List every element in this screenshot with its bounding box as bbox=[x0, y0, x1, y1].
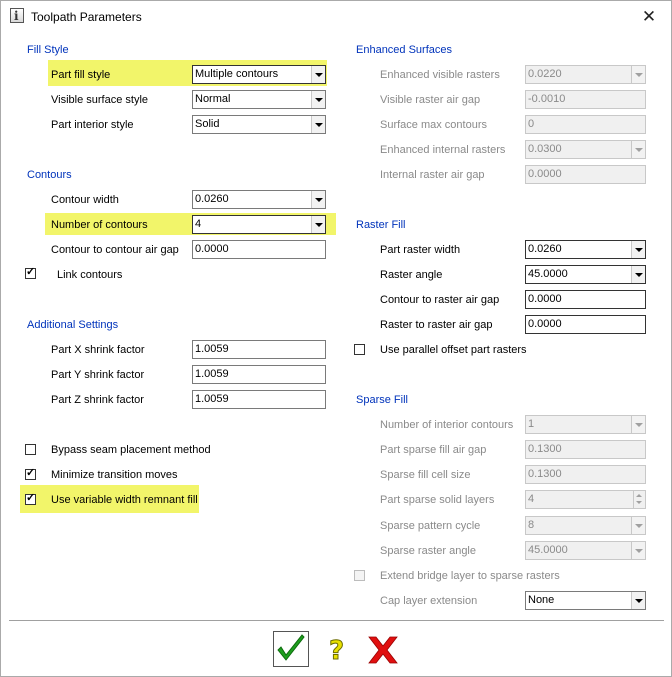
additional-settings-heading: Additional Settings bbox=[27, 319, 119, 331]
part-fill-style-select[interactable] bbox=[192, 65, 326, 84]
pattern-cycle-label: Sparse pattern cycle bbox=[380, 520, 481, 532]
shrink-x-label: Part X shrink factor bbox=[51, 344, 145, 356]
solid-layers-value: 4 bbox=[528, 493, 535, 505]
cancel-button[interactable] bbox=[365, 633, 401, 667]
visible-raster-air-gap-label: Visible raster air gap bbox=[380, 94, 481, 106]
sparse-air-gap-input[interactable]: 0.1300 bbox=[525, 440, 646, 459]
contour-to-raster-label: Contour to raster air gap bbox=[380, 294, 500, 306]
chevron-down-icon[interactable] bbox=[631, 517, 645, 534]
close-button[interactable]: ✕ bbox=[641, 7, 657, 27]
enhanced-internal-rasters-select[interactable] bbox=[525, 140, 646, 159]
bypass-seam-checkbox[interactable] bbox=[25, 444, 36, 455]
contour-width-label: Contour width bbox=[51, 194, 119, 206]
ok-button[interactable] bbox=[273, 631, 309, 667]
window-title: Toolpath Parameters bbox=[31, 10, 142, 24]
link-contours-label: Link contours bbox=[57, 269, 123, 281]
chevron-down-icon[interactable] bbox=[311, 116, 325, 133]
visible-surface-style-value: Normal bbox=[195, 93, 231, 105]
raster-fill-heading: Raster Fill bbox=[356, 219, 406, 231]
chevron-down-icon[interactable] bbox=[631, 266, 645, 283]
help-button[interactable] bbox=[323, 631, 353, 667]
sparse-air-gap-label: Part sparse fill air gap bbox=[380, 444, 487, 456]
part-fill-style-value: Multiple contours bbox=[195, 68, 279, 80]
interior-contours-label: Number of interior contours bbox=[380, 419, 514, 431]
chevron-down-icon[interactable] bbox=[631, 416, 645, 433]
surface-max-contours-input[interactable]: 0 bbox=[525, 115, 646, 134]
part-raster-width-select[interactable] bbox=[525, 240, 646, 259]
cap-layer-label: Cap layer extension bbox=[380, 595, 478, 607]
minimize-transition-checkbox[interactable] bbox=[25, 469, 36, 480]
raster-to-raster-input[interactable]: 0.0000 bbox=[525, 315, 646, 334]
chevron-down-icon[interactable] bbox=[311, 191, 325, 208]
parallel-offset-checkbox[interactable] bbox=[354, 344, 365, 355]
part-raster-width-label: Part raster width bbox=[380, 244, 461, 256]
shrink-z-label: Part Z shrink factor bbox=[51, 394, 144, 406]
enhanced-visible-rasters-select[interactable] bbox=[525, 65, 646, 84]
red-x-icon bbox=[365, 633, 401, 667]
interior-contours-select[interactable] bbox=[525, 415, 646, 434]
contour-air-gap-input[interactable]: 0.0000 bbox=[192, 240, 326, 259]
solid-layers-label: Part sparse solid layers bbox=[380, 494, 495, 506]
parallel-offset-label: Use parallel offset part rasters bbox=[380, 344, 527, 356]
interior-contours-value: 1 bbox=[528, 418, 535, 430]
part-interior-style-select[interactable] bbox=[192, 115, 326, 134]
extend-bridge-checkbox[interactable] bbox=[354, 570, 365, 581]
part-fill-style-label: Part fill style bbox=[51, 69, 111, 81]
shrink-y-label: Part Y shrink factor bbox=[51, 369, 145, 381]
internal-raster-air-gap-label: Internal raster air gap bbox=[380, 169, 485, 181]
bypass-seam-label: Bypass seam placement method bbox=[51, 444, 211, 456]
svg-text:?: ? bbox=[329, 636, 345, 666]
solid-layers-spinner[interactable] bbox=[525, 490, 646, 509]
title-bar[interactable] bbox=[1, 1, 671, 32]
minimize-transition-label: Minimize transition moves bbox=[51, 469, 178, 481]
extend-bridge-label: Extend bridge layer to sparse rasters bbox=[380, 570, 560, 582]
cell-size-label: Sparse fill cell size bbox=[380, 469, 471, 481]
checkmark-icon: ✓ bbox=[26, 266, 36, 278]
surface-max-contours-label: Surface max contours bbox=[380, 119, 487, 131]
shrink-z-input[interactable]: 1.0059 bbox=[192, 390, 326, 409]
sparse-raster-angle-label: Sparse raster angle bbox=[380, 545, 476, 557]
chevron-down-icon[interactable] bbox=[631, 141, 645, 158]
sparse-raster-angle-select[interactable] bbox=[525, 541, 646, 560]
checkmark-icon: ✓ bbox=[26, 492, 36, 504]
chevron-down-icon[interactable] bbox=[631, 542, 645, 559]
visible-surface-style-label: Visible surface style bbox=[51, 94, 149, 106]
part-raster-width-value: 0.0260 bbox=[528, 243, 562, 255]
part-interior-style-value: Solid bbox=[195, 118, 220, 130]
enhanced-internal-rasters-label: Enhanced internal rasters bbox=[380, 144, 506, 156]
footer-divider bbox=[9, 620, 664, 621]
chevron-down-icon[interactable] bbox=[631, 241, 645, 258]
cap-layer-value: None bbox=[528, 594, 555, 606]
green-checkmark-icon bbox=[273, 631, 309, 667]
chevron-down-icon[interactable] bbox=[631, 66, 645, 83]
fill-style-heading: Fill Style bbox=[27, 44, 69, 56]
link-contours-checkbox[interactable] bbox=[25, 268, 36, 279]
info-icon bbox=[10, 8, 24, 23]
raster-angle-select[interactable] bbox=[525, 265, 646, 284]
contours-heading: Contours bbox=[27, 169, 72, 181]
number-of-contours-label: Number of contours bbox=[51, 219, 148, 231]
pattern-cycle-select[interactable] bbox=[525, 516, 646, 535]
raster-to-raster-label: Raster to raster air gap bbox=[380, 319, 493, 331]
chevron-down-icon[interactable] bbox=[311, 216, 325, 233]
number-of-contours-select[interactable] bbox=[192, 215, 326, 234]
visible-raster-air-gap-input[interactable]: -0.0010 bbox=[525, 90, 646, 109]
chevron-down-icon[interactable] bbox=[311, 66, 325, 83]
contour-to-raster-input[interactable]: 0.0000 bbox=[525, 290, 646, 309]
enhanced-surfaces-heading: Enhanced Surfaces bbox=[356, 44, 453, 56]
number-of-contours-value: 4 bbox=[195, 218, 202, 230]
chevron-down-icon[interactable] bbox=[311, 91, 325, 108]
contour-width-select[interactable] bbox=[192, 190, 326, 209]
variable-width-checkbox[interactable] bbox=[25, 494, 36, 505]
cap-layer-select[interactable] bbox=[525, 591, 646, 610]
enhanced-visible-rasters-value: 0.0220 bbox=[528, 68, 562, 80]
internal-raster-air-gap-input[interactable]: 0.0000 bbox=[525, 165, 646, 184]
contour-width-value: 0.0260 bbox=[195, 193, 229, 205]
raster-angle-label: Raster angle bbox=[380, 269, 443, 281]
visible-surface-style-select[interactable] bbox=[192, 90, 326, 109]
chevron-down-icon[interactable] bbox=[631, 592, 645, 609]
question-mark-icon bbox=[323, 631, 353, 667]
sparse-fill-heading: Sparse Fill bbox=[356, 394, 408, 406]
raster-angle-value: 45.0000 bbox=[528, 268, 568, 280]
contour-air-gap-label: Contour to contour air gap bbox=[51, 244, 179, 256]
shrink-x-input[interactable]: 1.0059 bbox=[192, 340, 326, 359]
sparse-raster-angle-value: 45.0000 bbox=[528, 544, 568, 556]
part-interior-style-label: Part interior style bbox=[51, 119, 134, 131]
variable-width-label: Use variable width remnant fill bbox=[51, 494, 198, 506]
enhanced-visible-rasters-label: Enhanced visible rasters bbox=[380, 69, 500, 81]
enhanced-internal-rasters-value: 0.0300 bbox=[528, 143, 562, 155]
spinner-arrows-icon[interactable] bbox=[633, 491, 645, 508]
pattern-cycle-value: 8 bbox=[528, 519, 535, 531]
cell-size-input[interactable]: 0.1300 bbox=[525, 465, 646, 484]
checkmark-icon: ✓ bbox=[26, 467, 36, 479]
shrink-y-input[interactable]: 1.0059 bbox=[192, 365, 326, 384]
